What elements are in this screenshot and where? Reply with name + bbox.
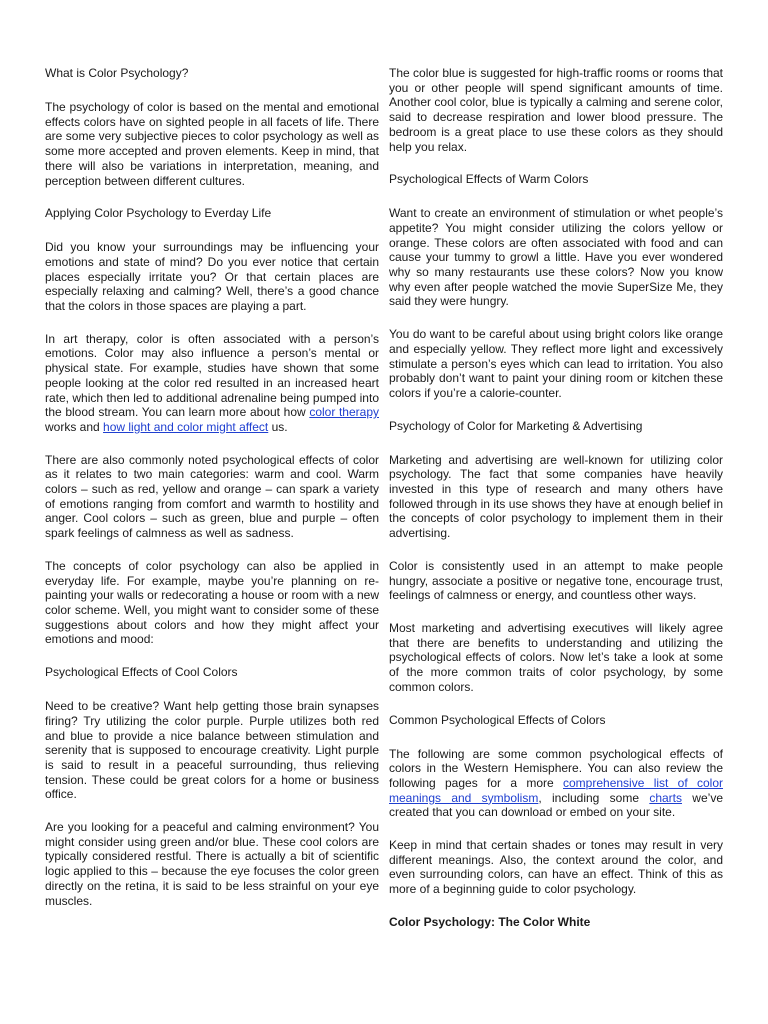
paragraph-text: In art therapy, color is often associated with a person’s emotions. Color may also influence a person’s mental or physical state. For example, studies have shown that some people looking at the color red resulted in an increased heart rate, which then led to additional adrenaline being pumped into the blood stream. You can learn more about how [45,331,379,420]
paragraph: Most marketing and advertising executives will likely agree that there are benefits to understanding and utilizing the psychological effects of colors. Now let’s take a look at some of the more common traits of color psychology, by some common colors. [389,620,723,694]
left-column [45,66,379,926]
paragraph: There are also commonly noted psychological effects of color as it relates to two main categories: warm and cool. Warm colors – such as red, yellow and orange – can spark a variety of emotions ranging from comfort and warmth to hostility and anger. Cool colors – such as green, blue and purple – often spark feelings of calmness as well as sadness. [45,452,379,541]
paragraph: Need to be creative? Want help getting those brain synapses firing? Try utilizing the color purple. Purple utilizes both red and blue to provide a nice balance between stimulation and serenity that is supposed to encourage creativity. Light purple is said to result in a peaceful surrounding, thus relieving tension. These could be great colors for a home or business office. [45,699,379,802]
paragraph: The concepts of color psychology can also be applied in everyday life. For example, maybe you’re planning on re-painting your walls or redecorating a house or room with a new color scheme. Well, you might want to consider some of these suggestions about colors and how they might affect your emotions and mood: [45,558,379,647]
heading-color-white: Color Psychology: The Color White [389,914,591,929]
paragraph: The psychology of color is based on the mental and emotional effects colors have on sighted people in all facets of life. There are some very subjective pieces to color psychology as well as some more accepted and proven elements. Keep in mind, that there will also be variations in interpretation, meaning, and perception between different cultures. [45,100,379,188]
color-meanings-link[interactable]: comprehensive list of color meanings and symbolism [389,775,724,805]
paragraph-text: The following are some common psychological effects of colors in the Western Hemisphere. You can also review the following pages for a more [389,746,723,790]
paragraph: You do want to be careful about using bright colors like orange and especially yellow. They reflect more light and excessively stimulate a person’s eyes which can lead to irritation. You also probably don’t want to paint your dining room or kitchen these colors if you’re a calorie-counter. [389,327,723,400]
paragraph: Keep in mind that certain shades or tones may result in very different meanings. Also, the context around the color, and even surrounding colors, can have an effect. Think of this as more of a beginning guide to color psychology. [389,838,723,897]
paragraph: Color is consistently used in an attempt to make people hungry, associate a positive or negative tone, encourage trust, feelings of calmness or energy, and countless other ways. [389,558,723,603]
color-therapy-link[interactable]: color therapy [309,405,379,420]
paragraph: Did you know your surroundings may be influencing your emotions and state of mind? Do you ever notice that certain places especially irritate you? Or that certain places are especially relaxing and calming? Well, there’s a good chance that the colors in those spaces are playing a part. [45,240,379,314]
right-column [389,66,723,949]
heading-warm-colors: Psychological Effects of Warm Colors [389,172,589,187]
heading-cool-colors: Psychological Effects of Cool Colors [45,665,238,680]
heading-marketing-advertising: Psychology of Color for Marketing & Advertising [389,418,643,433]
heading-common-effects: Common Psychological Effects of Colors [389,712,606,727]
heading-what-is-color-psychology: What is Color Psychology? [45,66,189,80]
paragraph-text: we’ve created that you can download or embed on your site. [389,790,723,820]
paragraph-art-therapy [45,332,379,435]
paragraph-text: works and [45,419,104,434]
heading-applying-color-psychology: Applying Color Psychology to Everday Life [45,206,272,221]
paragraph: Are you looking for a peaceful and calming environment? You might consider using green and/or blue. These cool colors are typically considered restful. There is actually a bit of scientific logic applied to this – because the eye focuses the color green directly on the retina, it is said to be less strainful on your eye muscles. [45,820,379,908]
paragraph-text: us. [268,419,288,434]
paragraph-common-effects [389,747,723,821]
charts-link[interactable]: charts [649,790,682,805]
paragraph-text: , including some [538,790,650,805]
paragraph: The color blue is suggested for high-traffic rooms or rooms that you or other people will spend significant amounts of time. Another cool color, blue is typically a calming and serene color, said to decrease respiration and lower blood pressure. The bedroom is a great place to use these colors as they should help you relax. [389,66,723,154]
paragraph: Marketing and advertising are well-known for utilizing color psychology. The fact that some companies have heavily invested in this type of research and many others have followed through in its use shows they have at enough belief in the concepts of color psychology to implement them in their advertising. [389,452,723,541]
light-and-color-link[interactable]: how light and color might affect [103,419,269,434]
paragraph: Want to create an environment of stimulation or whet people’s appetite? You might consider utilizing the colors yellow or orange. These colors are often associated with food and can cause your tummy to growl a little. Have you ever wondered why so many restaurants use these colors? Now you know why even after people watched the movie SuperSize Me, they said they were hungry. [389,206,723,309]
